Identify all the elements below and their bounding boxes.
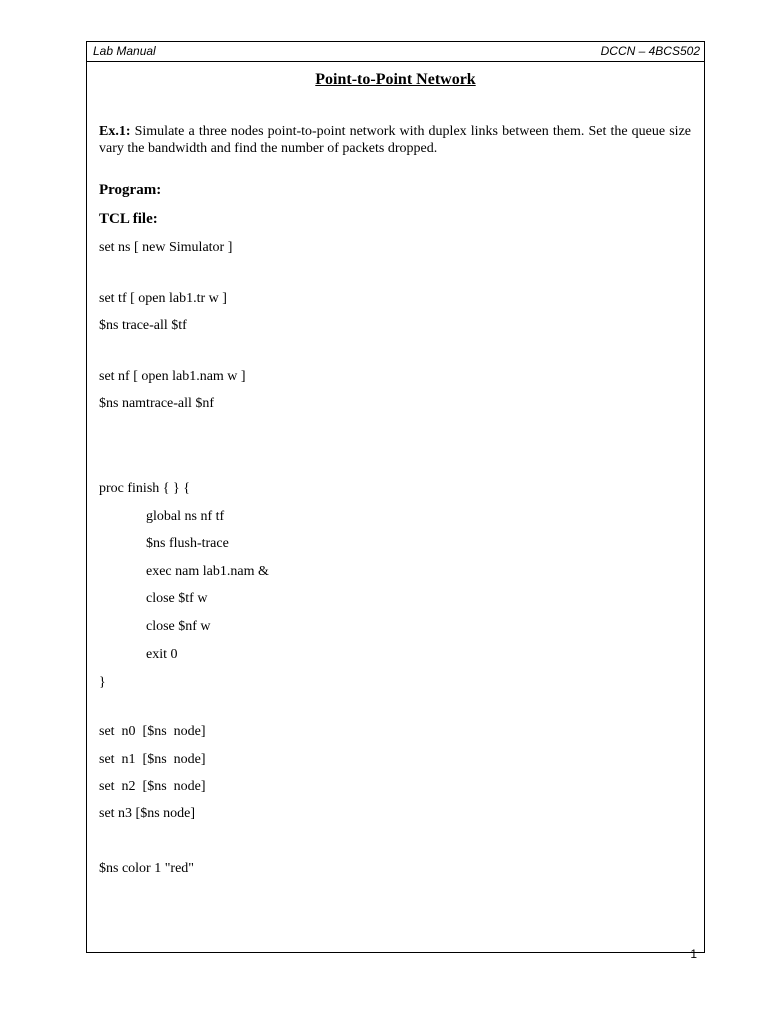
- header-right-label: DCCN – 4BCS502: [600, 44, 700, 58]
- page-number: 1: [690, 947, 697, 961]
- code-line: exit 0: [146, 647, 178, 662]
- code-line: $ns trace-all $tf: [99, 318, 187, 333]
- code-line: set ns [ new Simulator ]: [99, 240, 233, 255]
- code-line: proc finish { } {: [99, 481, 190, 496]
- code-line: set n2 [$ns node]: [99, 779, 206, 794]
- code-line: close $tf w: [146, 591, 208, 606]
- code-line: $ns flush-trace: [146, 536, 229, 551]
- program-heading: Program:: [99, 182, 162, 198]
- code-line: set n1 [$ns node]: [99, 752, 206, 767]
- code-line: set n0 [$ns node]: [99, 724, 206, 739]
- tcl-file-heading: TCL file:: [99, 211, 158, 227]
- code-line: exec nam lab1.nam &: [146, 564, 269, 579]
- code-line: set tf [ open lab1.tr w ]: [99, 291, 227, 306]
- code-line: $ns namtrace-all $nf: [99, 396, 215, 411]
- code-line: global ns nf tf: [146, 509, 225, 524]
- code-line: $ns color 1 "red": [99, 861, 195, 876]
- code-line: set nf [ open lab1.nam w ]: [99, 369, 246, 384]
- header-left-label: Lab Manual: [93, 44, 156, 58]
- code-line: }: [99, 675, 106, 690]
- page-title: Point-to-Point Network: [315, 71, 476, 88]
- code-line: set n3 [$ns node]: [99, 806, 196, 821]
- exercise-label: Ex.1:: [99, 124, 131, 139]
- header-divider: [86, 61, 705, 62]
- code-line: close $nf w: [146, 619, 211, 634]
- exercise-text: Simulate a three nodes point-to-point network with duplex links between them. Set the queue size vary the bandwidth and find the number of packets dropped.: [99, 124, 691, 156]
- exercise-paragraph: [99, 123, 691, 157]
